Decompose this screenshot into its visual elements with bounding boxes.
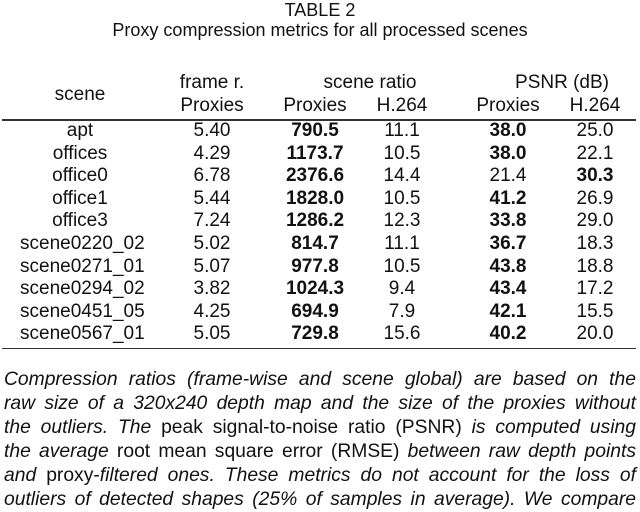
cell-sr-h264: 14.4 [383, 165, 421, 187]
table-label: TABLE 2 [284, 0, 356, 20]
note-segment: between raw depth points [407, 441, 636, 462]
cell-sr-prox: 729.8 [291, 323, 339, 345]
cell-scene: office3 [52, 210, 108, 232]
cell-psnr-h264: 18.3 [576, 233, 614, 254]
note-segment: the outliers. The [4, 417, 162, 438]
note-segment: is computed using [471, 417, 636, 438]
cell-psnr-prox: 40.2 [489, 323, 527, 345]
cell-psnr-prox: 21.4 [489, 165, 527, 187]
cell-sr-h264: 10.5 [383, 142, 421, 164]
cell-frame: 6.78 [193, 165, 231, 187]
cell-psnr-h264: 25.0 [576, 120, 614, 141]
cell-sr-h264: 15.6 [383, 323, 421, 345]
cell-psnr-prox: 33.8 [489, 210, 527, 232]
cell-psnr-h264: 30.3 [576, 165, 614, 187]
cell-frame: 5.02 [193, 233, 231, 254]
note-segment: outliers of detected shapes (25% of samples in average). We compare [4, 489, 636, 510]
header-scene-ratio: scene ratio [323, 72, 417, 93]
table-caption: Proxy compression metrics for all processed scenes [112, 20, 528, 40]
cell-psnr-h264: 29.0 [576, 210, 614, 232]
cell-psnr-prox: 36.7 [489, 233, 527, 254]
cell-scene: office1 [52, 187, 108, 209]
subheader: H.264 [376, 95, 428, 116]
cell-scene: scene0271_01 [20, 255, 145, 277]
subheader: Proxies [180, 95, 244, 116]
cell-psnr-prox: 42.1 [489, 300, 527, 322]
note-segment: filtered ones. These metrics do not account for the loss of [99, 465, 637, 486]
bottom-rule [2, 348, 636, 349]
cell-psnr-prox: 43.4 [489, 278, 527, 300]
note-line [4, 440, 636, 464]
note-segment: raw size of a 320x240 depth map and the size of the proxies without [4, 393, 636, 414]
cell-psnr-h264: 17.2 [576, 278, 614, 300]
cell-sr-h264: 9.4 [388, 278, 416, 300]
cell-frame: 5.05 [193, 323, 231, 345]
header-scene: scene [54, 84, 106, 105]
cell-psnr-h264: 22.1 [576, 142, 614, 164]
subheader: Proxies [283, 95, 347, 116]
note-segment: root mean square error (RMSE) [116, 441, 408, 462]
cell-sr-h264: 7.9 [388, 300, 416, 322]
cell-psnr-prox: 38.0 [489, 142, 527, 164]
note-line [4, 464, 636, 488]
cell-psnr-prox: 43.8 [489, 255, 527, 277]
cell-frame: 4.29 [193, 142, 231, 164]
note-line [4, 488, 636, 512]
cell-frame: 5.07 [193, 255, 231, 277]
cell-scene: scene0220_02 [20, 233, 145, 254]
cell-sr-prox: 694.9 [291, 300, 339, 322]
cell-psnr-h264: 18.8 [576, 255, 614, 277]
cell-sr-prox: 2376.6 [285, 165, 345, 187]
note-line [4, 392, 636, 416]
cell-sr-h264: 12.3 [383, 210, 421, 232]
cell-sr-prox: 790.5 [291, 120, 339, 141]
note-segment: the average [4, 441, 117, 462]
cell-scene: office0 [52, 165, 108, 187]
cell-frame: 5.40 [193, 120, 231, 141]
cell-sr-h264: 10.5 [383, 187, 421, 209]
header-frame-ratio: frame r. [179, 72, 245, 93]
cell-psnr-prox: 38.0 [489, 120, 527, 141]
cell-scene: offices [52, 142, 108, 164]
cell-scene: scene0294_02 [20, 278, 145, 300]
cell-psnr-prox: 41.2 [489, 187, 527, 209]
table-note [4, 368, 636, 512]
note-line [4, 416, 636, 440]
cell-scene: scene0567_01 [20, 323, 145, 345]
cell-psnr-h264: 15.5 [576, 300, 614, 322]
header-psnr: PSNR (dB) [515, 72, 609, 93]
cell-psnr-h264: 26.9 [576, 187, 614, 209]
cell-sr-prox: 1173.7 [286, 142, 344, 164]
cell-psnr-h264: 20.0 [576, 323, 614, 345]
cell-sr-h264: 10.5 [383, 255, 421, 277]
cell-sr-prox: 1024.3 [285, 278, 345, 300]
cell-frame: 4.25 [193, 300, 231, 322]
cell-sr-prox: 814.7 [291, 233, 339, 254]
subheader: Proxies [476, 95, 540, 116]
cell-sr-h264: 11.1 [384, 120, 420, 141]
cell-scene: apt [66, 120, 94, 141]
note-line [4, 368, 636, 392]
note-segment: Compression ratios (frame-wise and scene global) are based on the [4, 369, 636, 390]
cell-sr-prox: 1828.0 [285, 187, 345, 209]
cell-frame: 5.44 [193, 187, 231, 209]
cell-sr-prox: 1286.2 [285, 210, 345, 232]
cell-scene: scene0451_05 [20, 300, 145, 322]
subheader: H.264 [569, 95, 621, 116]
cell-sr-h264: 11.1 [384, 233, 420, 254]
cell-frame: 3.82 [193, 278, 231, 300]
cell-frame: 7.24 [193, 210, 231, 232]
note-segment: and [4, 465, 47, 486]
cell-sr-prox: 977.8 [291, 255, 339, 277]
note-segment: peak signal-to-noise ratio (PSNR) [161, 417, 472, 438]
note-segment: proxy- [46, 465, 100, 486]
